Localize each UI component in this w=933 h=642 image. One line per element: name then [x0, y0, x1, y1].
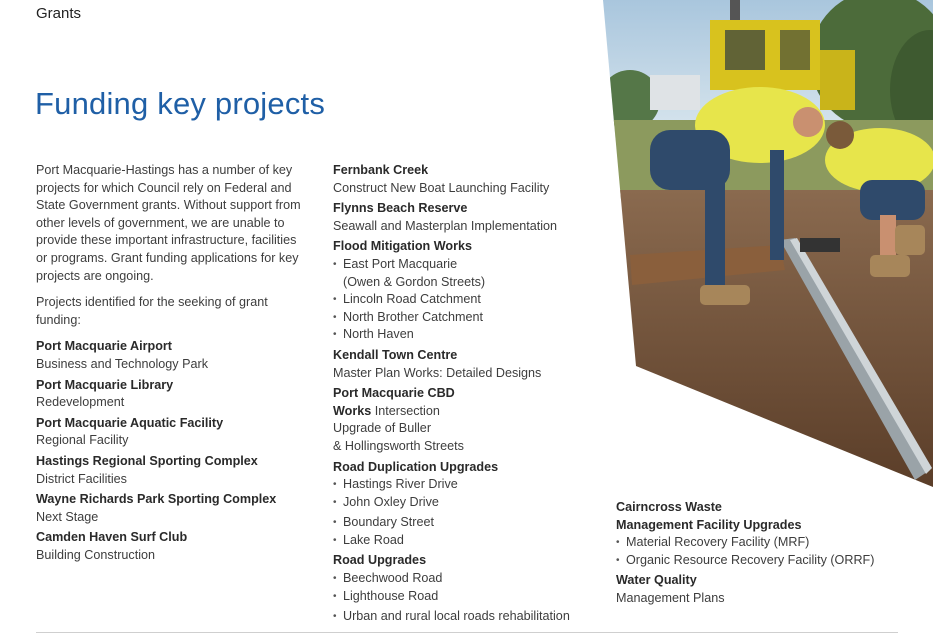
project-item — [36, 491, 301, 526]
project-name: Cairncross Waste — [616, 500, 722, 514]
project-detail: Intersection — [371, 403, 440, 418]
project-name: Water Quality — [616, 573, 697, 588]
page-title: Funding key projects — [35, 86, 326, 121]
list-item: • Urban and rural local roads rehabilitation — [333, 608, 603, 626]
project-detail: Regional Facility — [36, 433, 129, 448]
project-list — [36, 338, 301, 564]
project-item — [36, 377, 301, 412]
project-name: Road Duplication Upgrades — [333, 459, 499, 474]
project-name: Works — [333, 403, 372, 418]
project-name: Port Macquarie Aquatic Facility — [36, 415, 224, 430]
bullet-list — [333, 256, 603, 344]
bullet-list — [333, 570, 603, 626]
project-name: Flynns Beach Reserve — [333, 201, 468, 216]
list-item: • Lake Road — [333, 532, 603, 550]
project-water — [616, 572, 916, 607]
project-name: Wayne Richards Park Sporting Complex — [36, 492, 277, 507]
project-name: Port Macquarie CBD — [333, 386, 455, 401]
project-name: Kendall Town Centre — [333, 347, 458, 362]
project-road-upgrades — [333, 552, 603, 625]
project-detail: District Facilities — [36, 471, 127, 486]
list-item: • North Brother Catchment — [333, 309, 603, 327]
project-detail: Seawall and Masterplan Implementation — [333, 218, 558, 233]
project-item — [36, 453, 301, 488]
project-cairncross — [616, 499, 916, 569]
list-item: (Owen & Gordon Streets) — [343, 274, 486, 289]
project-name: Port Macquarie Library — [36, 377, 174, 392]
project-name: Flood Mitigation Works — [333, 239, 472, 254]
project-detail: Next Stage — [36, 509, 99, 524]
project-item — [36, 338, 301, 373]
section-label: Grants — [36, 5, 82, 22]
project-detail: & Hollingsworth Streets — [333, 438, 464, 453]
projects-intro: Projects identified for the seeking of grant funding: — [36, 295, 268, 327]
list-item: • East Port Macquarie — [333, 256, 603, 274]
project-detail: Upgrade of Buller — [333, 421, 432, 436]
list-item: • Boundary Street — [333, 514, 603, 532]
project-detail: Business and Technology Park — [36, 356, 208, 371]
project-name: Camden Haven Surf Club — [36, 530, 188, 545]
footer-divider — [36, 632, 898, 633]
project-name: Road Upgrades — [333, 553, 427, 568]
project-flood — [333, 238, 603, 344]
project-detail: Management Plans — [616, 590, 725, 605]
project-detail: Master Plan Works: Detailed Designs — [333, 365, 542, 380]
project-kendall — [333, 347, 603, 382]
list-item: • John Oxley Drive — [333, 494, 603, 512]
bullet-list — [616, 534, 916, 569]
project-flynns — [333, 200, 603, 235]
project-cbd — [333, 385, 603, 455]
list-item: • Lighthouse Road — [333, 588, 603, 606]
project-item — [36, 529, 301, 564]
project-item — [36, 415, 301, 450]
intro-column — [36, 162, 301, 567]
project-detail-line — [333, 403, 603, 421]
list-item: • Organic Resource Recovery Facility (ORRF) — [616, 552, 916, 570]
project-detail: Redevelopment — [36, 395, 125, 410]
list-item: • Beechwood Road — [333, 570, 603, 588]
bullet-list — [333, 476, 603, 549]
project-name: Management Facility Upgrades — [616, 517, 802, 532]
list-item: • North Haven — [333, 326, 603, 344]
projects-column-3 — [616, 499, 916, 611]
project-detail: Construct New Boat Launching Facility — [333, 180, 550, 195]
list-item: • Hastings River Drive — [333, 476, 603, 494]
project-fernbank — [333, 162, 603, 197]
project-name: Hastings Regional Sporting Complex — [36, 453, 258, 468]
list-item: • Material Recovery Facility (MRF) — [616, 534, 916, 552]
list-item: • Lincoln Road Catchment — [333, 291, 603, 309]
intro-paragraph: Port Macquarie-Hastings has a number of key projects for which Council rely on Federal and State Government grants. Without support from other levels of government, we are unable to provide these important infrastructure, facilities or programs. Grant funding applications for key projects are ongoing. — [36, 163, 301, 283]
project-detail: Building Construction — [36, 547, 156, 562]
projects-column-2 — [333, 162, 603, 629]
project-name: Fernbank Creek — [333, 163, 429, 177]
project-name: Port Macquarie Airport — [36, 339, 172, 354]
project-duplication — [333, 459, 603, 550]
